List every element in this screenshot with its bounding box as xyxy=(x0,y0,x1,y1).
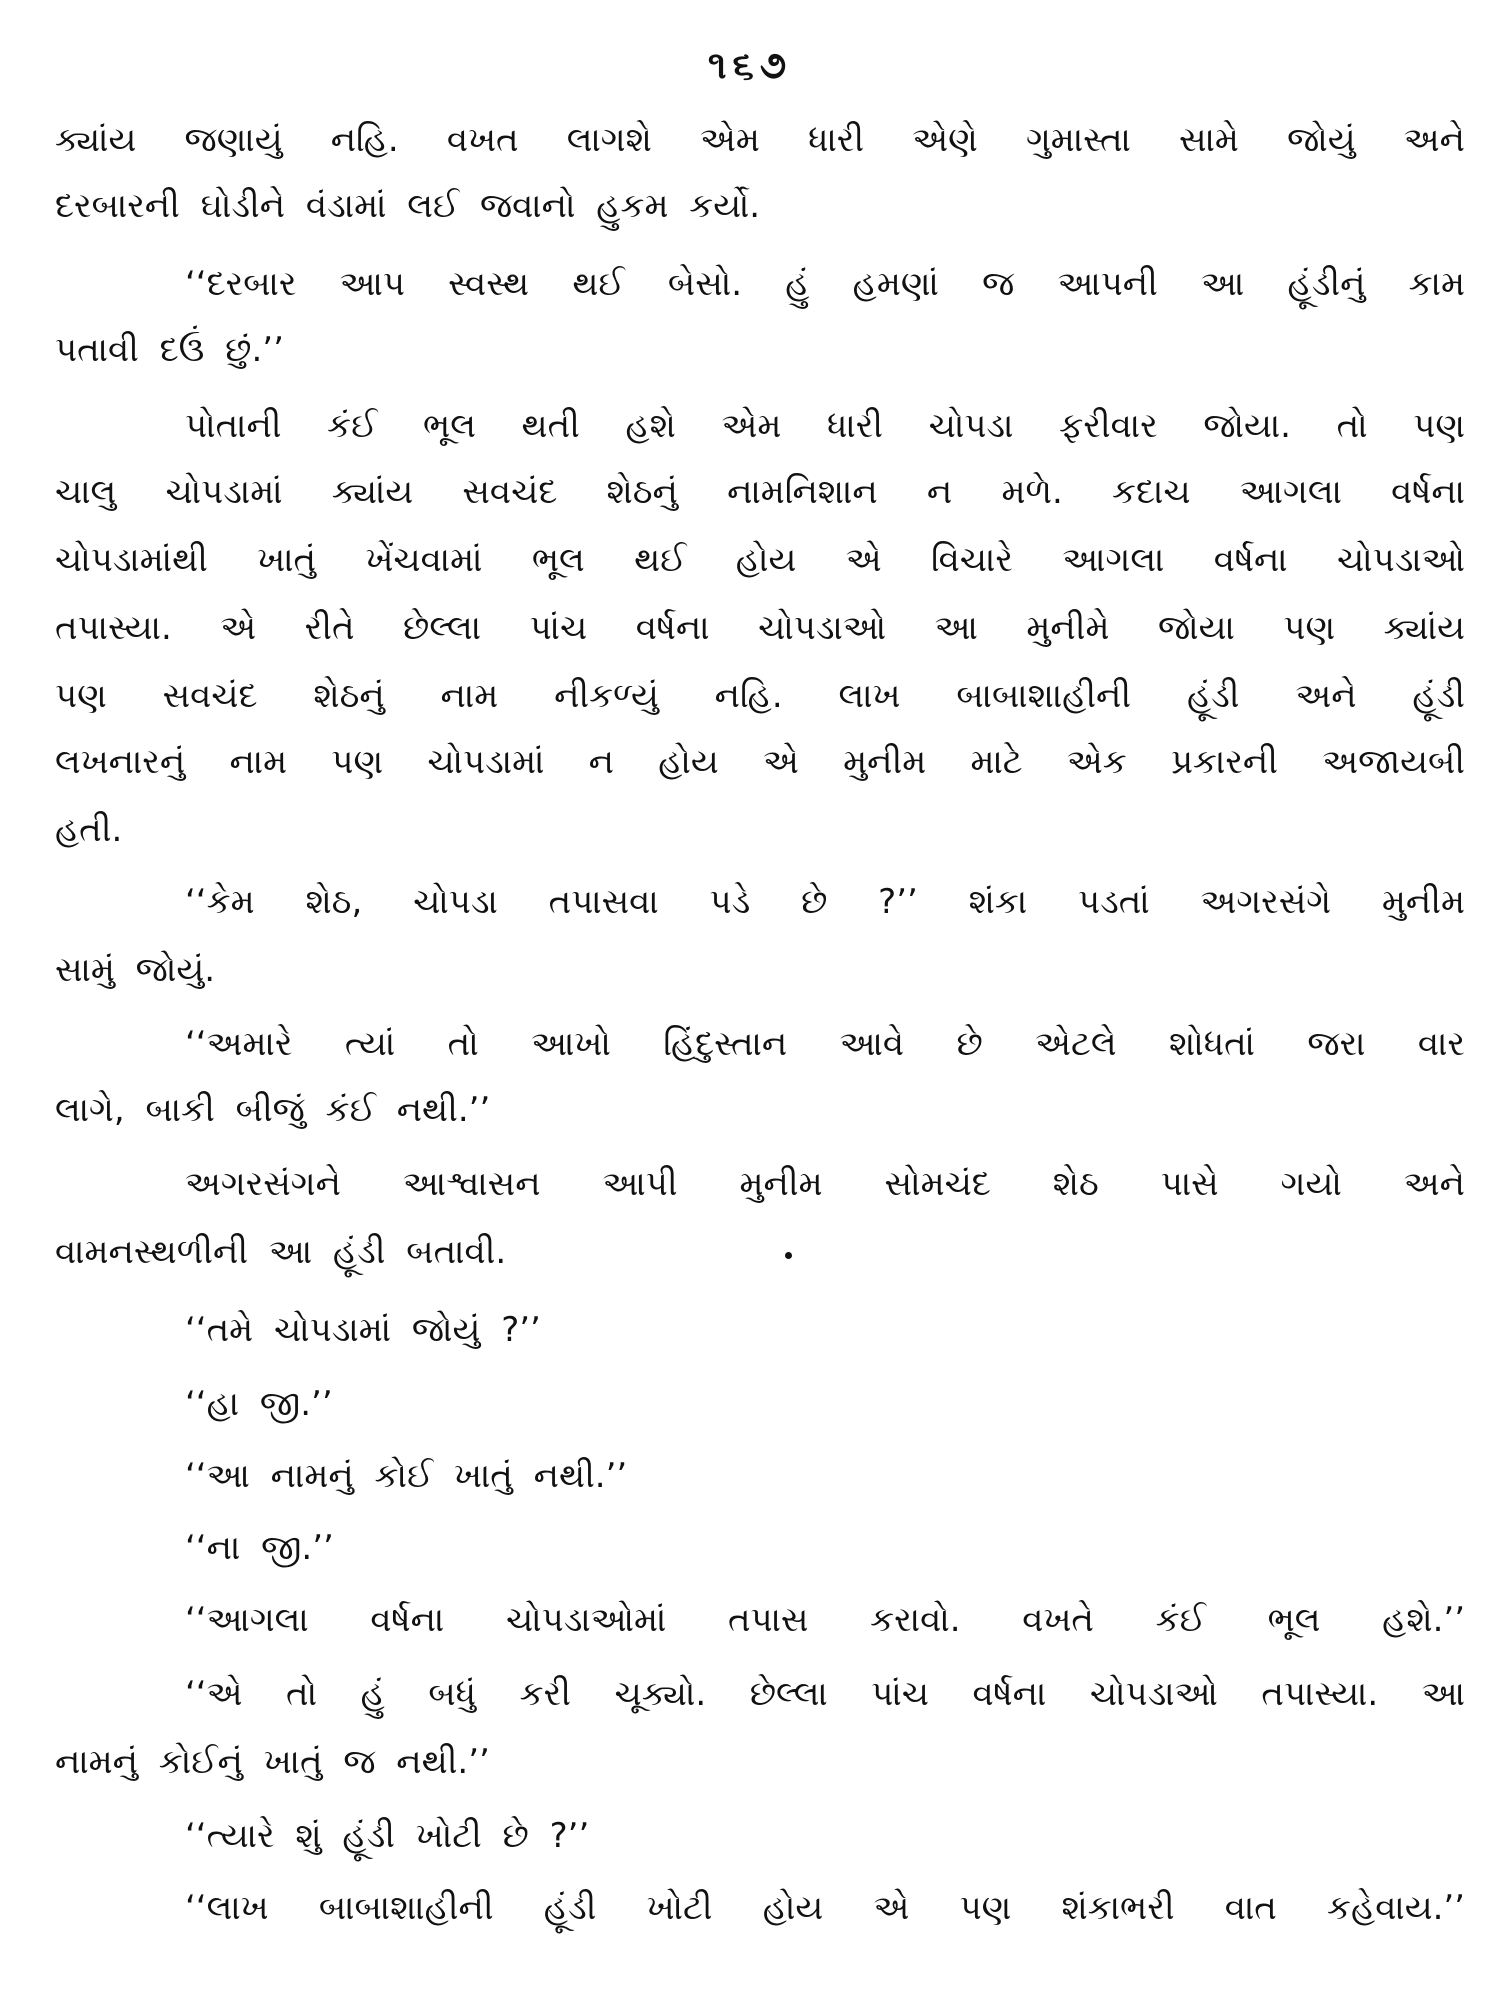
text-line: વામનસ્થળીની આ હૂંડી બતાવી. xyxy=(55,1232,507,1272)
text-line: દરબારની ઘોડીને વંડામાં લઈ જવાનો હુકમ કર્યો. xyxy=(55,186,761,226)
text-line: ‘‘કેમ શેઠ, ચોપડા તપાસવા પડે છે ?’’ શંકા પડતાં અગરસંગે મુનીમ xyxy=(185,882,1465,922)
text-line: ‘‘ના જી.’’ xyxy=(185,1528,334,1568)
page-number: ૧૬૭ xyxy=(707,43,793,87)
text-line: ‘‘આ નામનું કોઈ ખાતું નથી.’’ xyxy=(185,1456,628,1496)
text-line: નામનું કોઈનું ખાતું જ નથી.’’ xyxy=(55,1742,490,1782)
text-line: અગરસંગને આશ્વાસન આપી મુનીમ સોમચંદ શેઠ પાસે ગયો અને xyxy=(185,1164,1465,1204)
text-line: તપાસ્યા. એ રીતે છેલ્લા પાંચ વર્ષના ચોપડાઓ આ મુનીમે જોયા પણ ક્યાંય xyxy=(55,608,1465,648)
text-line: પોતાની કંઈ ભૂલ થતી હશે એમ ધારી ચોપડા ફરીવાર જોયા. તો પણ xyxy=(185,406,1465,446)
text-line: ‘‘હા જી.’’ xyxy=(185,1384,333,1424)
text-line: પણ સવચંદ શેઠનું નામ નીકળ્યું નહિ. લાખ બાબાશાહીની હૂંડી અને હૂંડી xyxy=(55,676,1465,716)
text-line: સામું જોયું. xyxy=(55,950,215,990)
text-line: લાગે, બાકી બીજું કંઈ નથી.’’ xyxy=(55,1090,491,1130)
text-line: ‘‘એ તો હું બધું કરી ચૂક્યો. છેલ્લા પાંચ વર્ષના ચોપડાઓ તપાસ્યા. આ xyxy=(185,1674,1465,1714)
ink-speck xyxy=(785,1252,792,1259)
text-line: પતાવી દઉં છું.’’ xyxy=(55,330,284,370)
text-line: ‘‘દરબાર આપ સ્વસ્થ થઈ બેસો. હું હમણાં જ આપની આ હૂંડીનું કામ xyxy=(185,264,1465,304)
text-line: ક્યાંય જણાયું નહિ. વખત લાગશે એમ ધારી એણે ગુમાસ્તા સામે જોયું અને xyxy=(55,120,1465,160)
text-line: ચોપડામાંથી ખાતું ખેંચવામાં ભૂલ થઈ હોય એ વિચારે આગલા વર્ષના ચોપડાઓ xyxy=(55,540,1465,580)
text-line: ‘‘અમારે ત્યાં તો આખો હિંદુસ્તાન આવે છે એટલે શોધતાં જરા વાર xyxy=(185,1024,1465,1064)
text-line: હતી. xyxy=(55,810,123,850)
text-line: ચાલુ ચોપડામાં ક્યાંય સવચંદ શેઠનું નામનિશાન ન મળે. કદાચ આગલા વર્ષના xyxy=(55,472,1465,512)
text-line: ‘‘તમે ચોપડામાં જોયું ?’’ xyxy=(185,1310,541,1350)
text-line: ‘‘ત્યારે શું હૂંડી ખોટી છે ?’’ xyxy=(185,1816,590,1856)
text-line: ‘‘આગલા વર્ષના ચોપડાઓમાં તપાસ કરાવો. વખતે કંઈ ભૂલ હશે.’’ xyxy=(185,1600,1465,1640)
text-line: લખનારનું નામ પણ ચોપડામાં ન હોય એ મુનીમ માટે એક પ્રકારની અજાયબી xyxy=(55,742,1465,782)
text-line: ‘‘લાખ બાબાશાહીની હૂંડી ખોટી હોય એ પણ શંકાભરી વાત કહેવાય.’’ xyxy=(185,1888,1465,1928)
